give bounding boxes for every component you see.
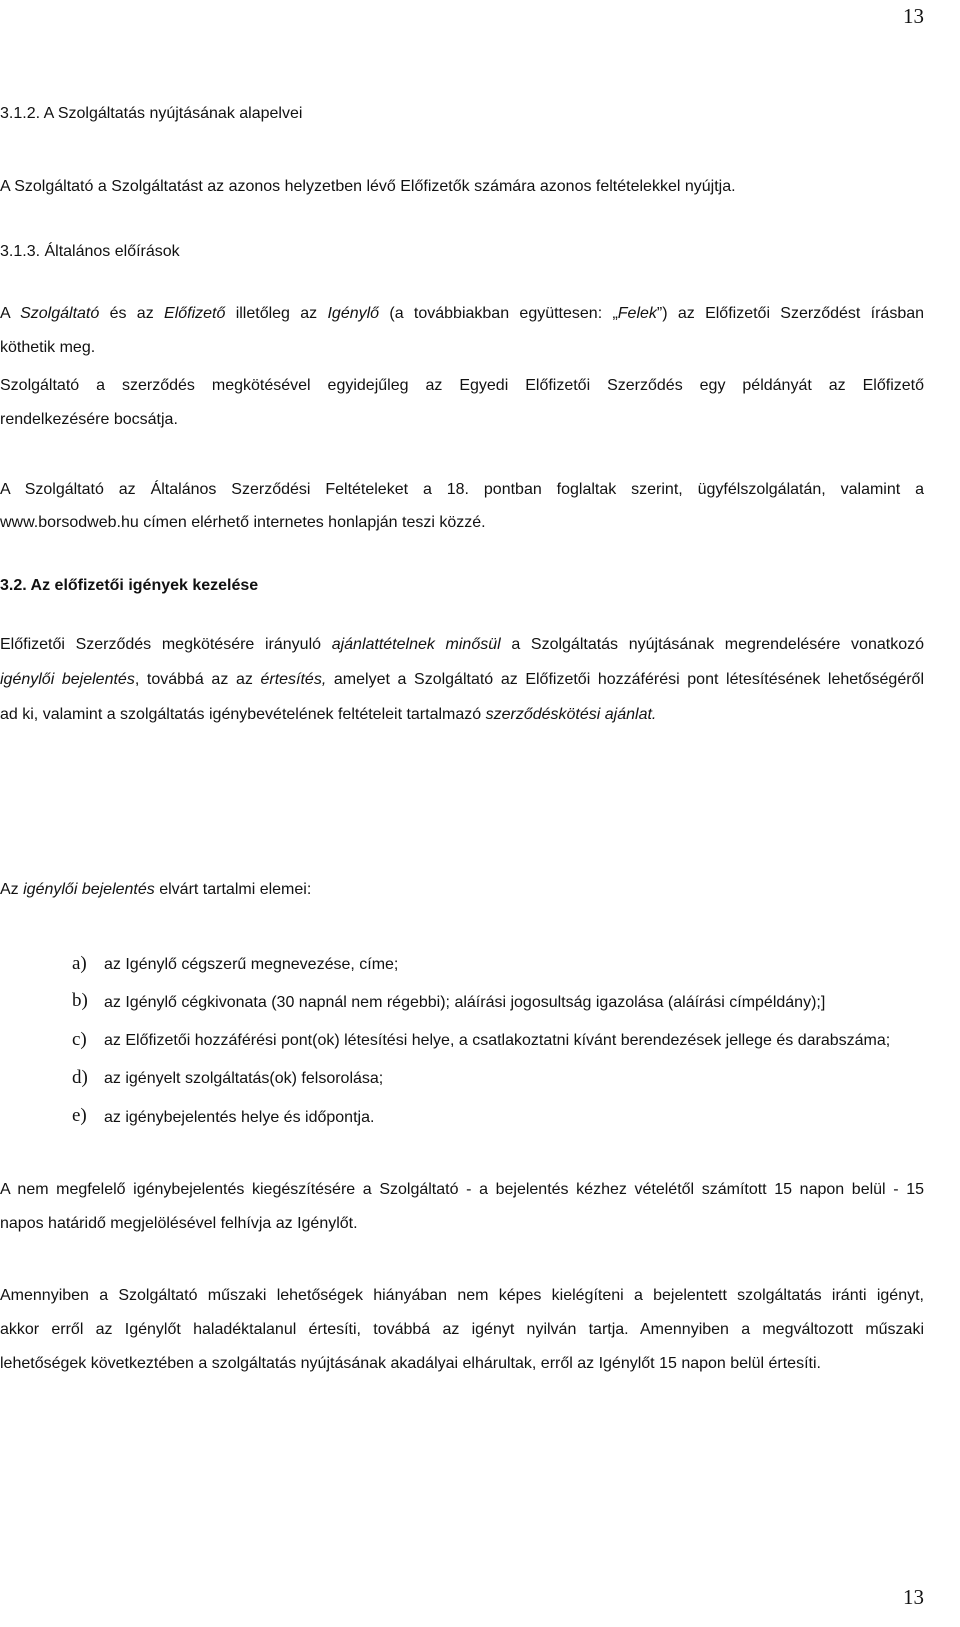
list-item-text: az Igénylő cégkivonata (30 napnál nem régebbi); aláírási jogosultság igazolása (aláírási címpéldány);]: [104, 994, 826, 1011]
paragraph-6-line-2: napos határidő megjelölésével felhívja az Igénylőt.: [0, 1215, 358, 1232]
list-item-letter: c): [72, 1029, 87, 1050]
paragraph-4-line-1: Előfizetői Szerződés megkötésére irányuló ajánlattételnek minősül a Szolgáltatás nyújtásának megrendelésére vonatkozó: [0, 636, 924, 653]
list-item-text: az Előfizetői hozzáférési pont(ok) létesítési helye, a csatlakoztatni kívánt berendezések jellege és darabszáma;: [104, 1032, 891, 1049]
section-heading-313: 3.1.3. Általános előírások: [0, 243, 180, 260]
page-number-bottom: 13: [903, 1585, 924, 1609]
paragraph-7-line-2: akkor erről az Igénylőt haladéktalanul értesíti, továbbá az igényt nyilván tartja. Amennyiben a megváltozott műszaki: [0, 1321, 924, 1338]
list-item-letter: e): [72, 1105, 87, 1126]
section-heading-312: 3.1.2. A Szolgáltatás nyújtásának alapelvei: [0, 105, 303, 122]
paragraph-3-line-2: www.borsodweb.hu címen elérhető internetes honlapján teszi közzé.: [0, 514, 486, 531]
paragraph-4-line-2: igénylői bejelentés, továbbá az az értesítés, amelyet a Szolgáltató az Előfizetői hozzáférési pont létesítésének lehetőségéről: [0, 671, 925, 688]
list-item-text: az igényelt szolgáltatás(ok) felsorolása;: [104, 1070, 384, 1087]
paragraph-6-line-1: A nem megfelelő igénybejelentés kiegészítésére a Szolgáltató - a bejelentés kézhez vételétől számított 15 napon belül - 15: [0, 1181, 924, 1198]
paragraph-5: Az igénylői bejelentés elvárt tartalmi elemei:: [0, 881, 312, 898]
paragraph-2-line-1: Szolgáltató a szerződés megkötésével egyidejűleg az Egyedi Előfizetői Szerződés egy példányát az Előfizető: [0, 377, 924, 394]
paragraph-7-line-1: Amennyiben a Szolgáltató műszaki lehetőségek hiányában nem képes kielégíteni a bejelentett szolgáltatás iránti igényt,: [0, 1287, 924, 1304]
paragraph-1-line-2: köthetik meg.: [0, 339, 96, 356]
section-heading-32: 3.2. Az előfizetői igények kezelése: [0, 577, 259, 594]
paragraph-1-line-1: A Szolgáltató és az Előfizető illetőleg az Igénylő (a továbbiakban együttesen: „Felek”) az Előfizetői Szerződést írásban: [0, 305, 925, 322]
list-item-letter: d): [72, 1067, 88, 1088]
list-item-letter: a): [72, 953, 87, 974]
paragraph-2-line-2: rendelkezésére bocsátja.: [0, 411, 178, 428]
paragraph-3-line-1: A Szolgáltató az Általános Szerződési Feltételeket a 18. pontban foglaltak szerint, ügyfélszolgálatán, valamint a: [0, 481, 924, 498]
page-number-top: 13: [903, 4, 924, 28]
list-item-letter: b): [72, 990, 88, 1011]
list-item-text: az Igénylő cégszerű megnevezése, címe;: [104, 956, 399, 973]
list-item-text: az igénybejelentés helye és időpontja.: [104, 1109, 375, 1126]
paragraph-7-line-3: lehetőségek következtében a szolgáltatás nyújtásának akadályai elhárultak, erről az Igénylőt 15 napon belül értesíti.: [0, 1355, 821, 1372]
paragraph-4-line-3: ad ki, valamint a szolgáltatás igénybevételének feltételeit tartalmazó szerződéskötési ajánlat.: [0, 706, 657, 723]
paragraph-312: A Szolgáltató a Szolgáltatást az azonos helyzetben lévő Előfizetők számára azonos feltételekkel nyújtja.: [0, 178, 736, 195]
